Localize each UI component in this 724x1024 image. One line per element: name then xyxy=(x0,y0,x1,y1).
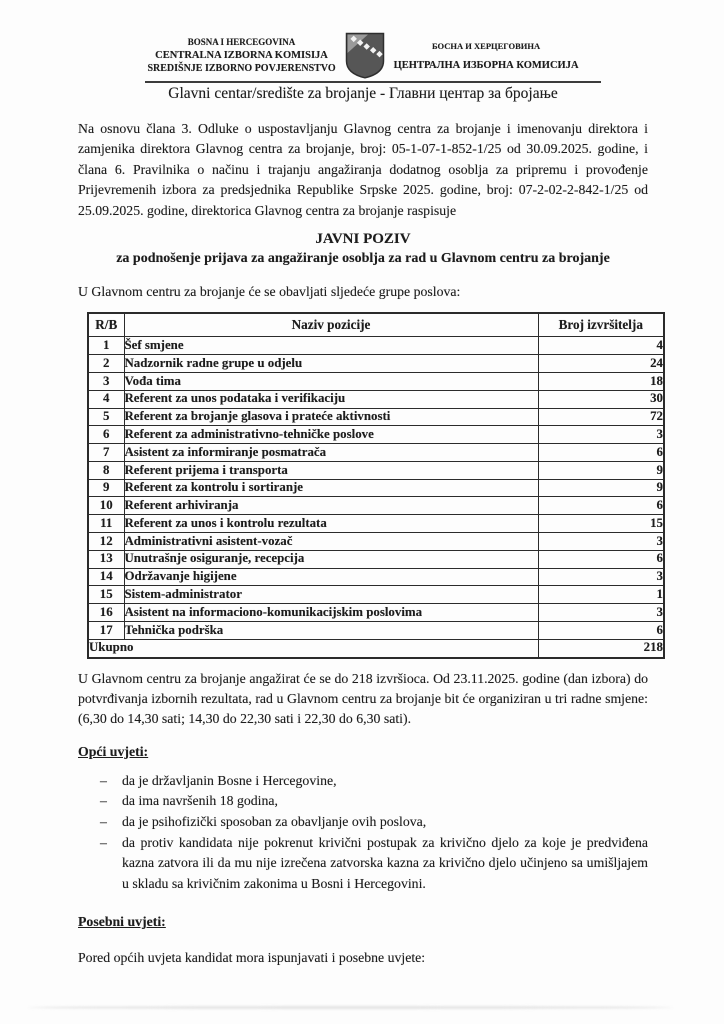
letterhead xyxy=(78,32,648,79)
condition-text: da je psihofizički sposoban za obavljanje ovih poslova, xyxy=(122,813,427,829)
org-line: CENTRALNA IZBORNA KOMISIJA xyxy=(155,50,328,61)
position-count: 3 xyxy=(538,568,664,586)
position-row xyxy=(88,621,664,639)
position-count: 6 xyxy=(538,621,664,639)
position-count: 6 xyxy=(538,550,664,568)
row-number: 3 xyxy=(88,373,124,391)
condition-item xyxy=(100,812,648,833)
condition-item xyxy=(100,771,648,792)
row-number: 7 xyxy=(88,444,124,462)
row-number: 8 xyxy=(88,461,124,479)
call-subtitle: za podnošenje prijava za angažiranje osoblja za rad u Glavnom centru za brojanje xyxy=(116,251,610,267)
position-row xyxy=(88,568,664,586)
general-conditions-list xyxy=(78,771,648,895)
row-number: 15 xyxy=(88,586,124,604)
position-row xyxy=(88,373,664,391)
position-row xyxy=(88,479,664,497)
position-row xyxy=(88,355,664,373)
condition-text: da ima navršenih 18 godina, xyxy=(122,793,278,809)
scan-artifact xyxy=(28,1006,673,1009)
org-line: BOSNA I HERCEGOVINA xyxy=(187,37,296,47)
row-number: 6 xyxy=(88,426,124,444)
position-row xyxy=(88,408,664,426)
position-count: 3 xyxy=(538,426,664,444)
special-conditions-heading: Posebni uvjeti: xyxy=(78,914,166,930)
position-row xyxy=(88,461,664,479)
position-row xyxy=(88,533,664,551)
position-count: 9 xyxy=(538,479,664,497)
call-title: JAVNI POZIV xyxy=(315,231,411,248)
position-count: 15 xyxy=(538,515,664,533)
position-name: Asistent na informaciono-komunikacijskim poslovima xyxy=(124,604,538,622)
row-number: 11 xyxy=(88,515,124,533)
position-count: 30 xyxy=(538,390,664,408)
position-row xyxy=(88,497,664,515)
org-line: БОСНА И ХЕРЦЕГОВИНА xyxy=(432,40,541,51)
condition-text: da je državljanin Bosne i Hercegovine, xyxy=(122,772,337,788)
position-count: 3 xyxy=(538,533,664,551)
condition-text: da protiv kandidata nije pokrenut krivični postupak za krivično djelo za koje je predviđena kazna zatvora ili da mu nije izrečena zatvorska kazna za krivično djelo učinjeno sa umišljajem u skladu sa krivičnim zakonima u Bosni i Hercegovini. xyxy=(122,834,648,891)
position-count: 1 xyxy=(538,586,664,604)
row-number: 16 xyxy=(88,604,124,622)
position-count: 6 xyxy=(538,497,664,515)
general-conditions-heading: Opći uvjeti: xyxy=(78,743,149,759)
table-intro: U Glavnom centru za brojanje će se obavljati sljedeće grupe poslova: xyxy=(78,284,461,300)
position-row xyxy=(88,444,664,462)
position-name: Šef smjene xyxy=(124,337,538,355)
position-name: Tehnička podrška xyxy=(124,621,538,639)
positions-table xyxy=(87,312,665,658)
position-name: Referent prijema i transporta xyxy=(124,461,538,479)
position-name: Referent za brojanje glasova i prateće aktivnosti xyxy=(124,408,538,426)
position-row xyxy=(88,515,664,533)
positions-table-wrap xyxy=(87,312,663,658)
condition-item xyxy=(100,833,648,895)
row-number: 12 xyxy=(88,533,124,551)
position-count: 3 xyxy=(538,604,664,622)
row-number: 10 xyxy=(88,497,124,515)
position-name: Referent arhiviranja xyxy=(124,497,538,515)
position-name: Asistent za informiranje posmatrača xyxy=(124,444,538,462)
position-row xyxy=(88,390,664,408)
position-count: 18 xyxy=(538,373,664,391)
row-number: 1 xyxy=(88,337,124,355)
header-divider xyxy=(145,81,601,83)
dash-marker: – xyxy=(100,793,107,809)
special-conditions-intro: Pored općih uvjeta kandidat mora ispunjavati i posebne uvjete: xyxy=(78,950,426,966)
position-name: Održavanje higijene xyxy=(124,568,538,586)
table-total-row xyxy=(88,639,664,657)
col-header-count: Broj izvršitelja xyxy=(538,313,664,337)
position-row xyxy=(88,337,664,355)
org-line: ЦЕНТРАЛНА ИЗБОРНА КОМИСИЈА xyxy=(393,59,579,71)
org-line: SREDIŠNJE IZBORNO POVJERENSTVO xyxy=(147,63,336,74)
row-number: 5 xyxy=(88,408,124,426)
col-header-rb: R/B xyxy=(88,313,124,337)
bih-coat-of-arms-icon xyxy=(345,32,385,79)
position-count: 6 xyxy=(538,444,664,462)
position-row xyxy=(88,586,664,604)
total-label: Ukupno xyxy=(88,639,538,657)
position-row xyxy=(88,550,664,568)
row-number: 2 xyxy=(88,355,124,373)
total-value: 218 xyxy=(538,639,664,657)
position-count: 72 xyxy=(538,408,664,426)
position-count: 4 xyxy=(538,337,664,355)
shifts-paragraph: U Glavnom centru za brojanje angažirat će se do 218 izvršioca. Od 23.11.2025. godine (dan izbora) do potvrđivanja izbornih rezultata, rad u Glavnom centru za brojanje bit će organiziran u tri radne smjene: (6,30 do 14,30 sati; 14,30 do 22,30 sati i 22,30 do 6,30 sati). xyxy=(78,670,648,727)
position-name: Vođa tima xyxy=(124,373,538,391)
table-header-row xyxy=(88,313,664,337)
condition-item xyxy=(100,791,648,812)
org-name-latin xyxy=(147,36,335,75)
row-number: 13 xyxy=(88,550,124,568)
dash-marker: – xyxy=(100,834,107,850)
col-header-position: Naziv pozicije xyxy=(124,313,538,337)
position-count: 9 xyxy=(538,461,664,479)
position-count: 24 xyxy=(538,355,664,373)
row-number: 17 xyxy=(88,621,124,639)
positions-table-body xyxy=(88,337,664,639)
dash-marker: – xyxy=(100,772,107,788)
row-number: 9 xyxy=(88,479,124,497)
row-number: 14 xyxy=(88,568,124,586)
row-number: 4 xyxy=(88,390,124,408)
position-name: Nadzornik radne grupe u odjelu xyxy=(124,355,538,373)
department-line: Glavni centar/središte za brojanje - Главни центар за бројање xyxy=(168,85,558,102)
legal-basis-paragraph: Na osnovu člana 3. Odluke o uspostavljanju Glavnog centra za brojanje i imenovanju direktora i zamjenika direktora Glavnog centra za brojanje, broj: 05-1-07-1-852-1/25 od 30.09.2025. godine, i člana 6. Pravilnika o načinu i trajanju angažiranja dodatnog osoblja za pripremu i provođenje Prijevremenih izbora za predsjednika Republike Srpske 2025. godine, broj: 07-2-02-2-842-1/25 od 25.09.2025. godine, direktorica Glavnog centra za brojanje raspisuje xyxy=(78,121,648,218)
dash-marker: – xyxy=(100,813,107,829)
position-name: Administrativni asistent-vozač xyxy=(124,533,538,551)
position-name: Sistem-administrator xyxy=(124,586,538,604)
position-name: Unutrašnje osiguranje, recepcija xyxy=(124,550,538,568)
position-name: Referent za administrativno-tehničke poslove xyxy=(124,426,538,444)
position-name: Referent za unos podataka i verifikaciju xyxy=(124,390,538,408)
position-name: Referent za unos i kontrolu rezultata xyxy=(124,515,538,533)
position-row xyxy=(88,426,664,444)
position-row xyxy=(88,604,664,622)
org-name-cyrillic xyxy=(394,40,579,72)
position-name: Referent za kontrolu i sortiranje xyxy=(124,479,538,497)
